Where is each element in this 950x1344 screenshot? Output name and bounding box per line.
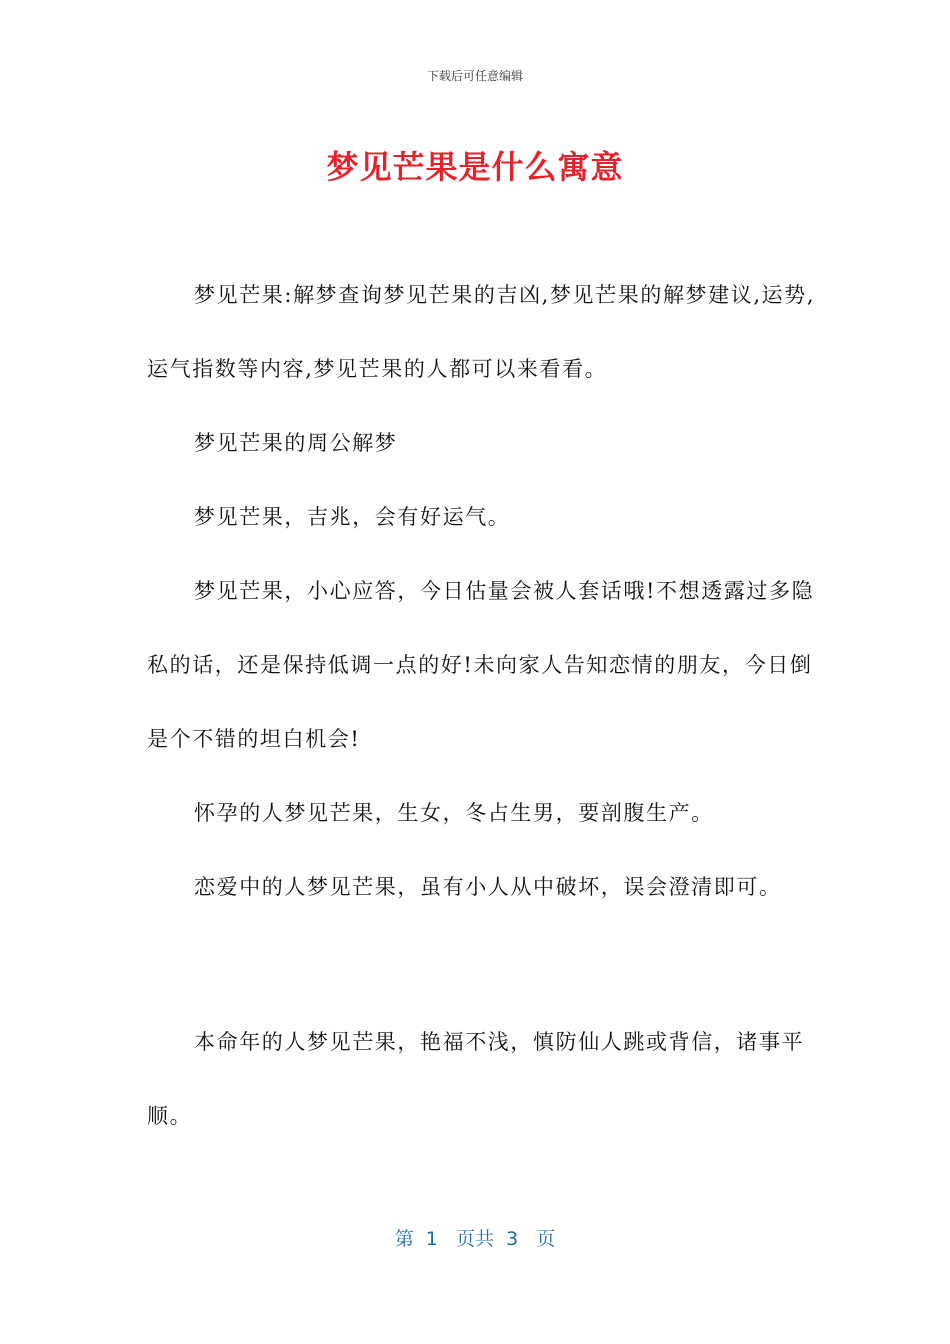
header-note: 下载后可任意编辑 (426, 69, 523, 83)
paragraph-intro: 梦见芒果:解梦查询梦见芒果的吉凶,梦见芒果的解梦建议,运势,运气指数等内容,梦见芒果的人都可以来看看。 (147, 283, 816, 381)
document-title: 梦见芒果是什么寓意 (326, 148, 624, 186)
page-number-footer: 第 1 页共 3 页 (394, 1228, 556, 1250)
paragraph-zodiac-year: 本命年的人梦见芒果，艳福不浅，慎防仙人跳或背信，诸事平顺。 (147, 1030, 805, 1128)
paragraph-caution: 梦见芒果，小心应答，今日估量会被人套话哦!不想透露过多隐私的话，还是保持低调一点的好!未向家人告知恋情的朋友，今日倒是个不错的坦白机会! (147, 579, 815, 751)
paragraph-pregnant: 怀孕的人梦见芒果，生女，冬占生男，要剖腹生产。 (194, 801, 714, 825)
paragraph-subheading: 梦见芒果的周公解梦 (194, 431, 398, 455)
paragraph-good-omen: 梦见芒果，吉兆，会有好运气。 (194, 505, 511, 529)
paragraph-in-love: 恋爱中的人梦见芒果，虽有小人从中破坏，误会澄清即可。 (194, 875, 782, 899)
